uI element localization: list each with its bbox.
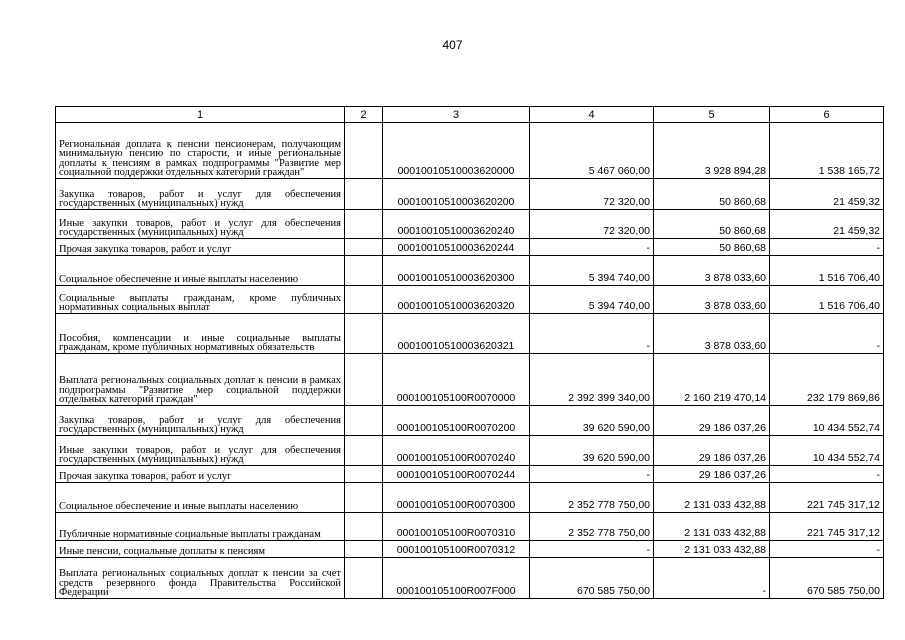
row-col2-cell bbox=[345, 541, 383, 558]
row-value6-cell: 21 459,32 bbox=[770, 210, 884, 239]
row-value4-cell: 39 620 590,00 bbox=[530, 436, 654, 466]
row-value5-cell: 3 878 033,60 bbox=[654, 314, 770, 354]
row-value4-cell: - bbox=[530, 466, 654, 483]
row-name-cell: Закупка товаров, работ и услуг для обеспечения государственных (муниципальных) нужд bbox=[56, 179, 345, 210]
row-value4-cell: 670 585 750,00 bbox=[530, 558, 654, 599]
row-name-cell: Выплата региональных социальных доплат к пенсии за счет средств резервного фонда Правительства Российской Федерации bbox=[56, 558, 345, 599]
row-name-cell: Закупка товаров, работ и услуг для обеспечения государственных (муниципальных) нужд bbox=[56, 406, 345, 436]
table-row bbox=[56, 483, 884, 513]
table-row bbox=[56, 513, 884, 541]
row-value5-cell: 2 160 219 470,14 bbox=[654, 354, 770, 406]
row-value5-cell: 50 860,68 bbox=[654, 179, 770, 210]
row-name-cell: Выплата региональных социальных доплат к пенсии в рамках подпрограммы "Развитие мер социальной поддержки отдельных категорий граждан" bbox=[56, 354, 345, 406]
row-value5-cell: 3 878 033,60 bbox=[654, 286, 770, 314]
row-col2-cell bbox=[345, 466, 383, 483]
row-value6-cell: - bbox=[770, 314, 884, 354]
row-name-cell: Пособия, компенсации и иные социальные выплаты гражданам, кроме публичных нормативных обязательств bbox=[56, 314, 345, 354]
row-col2-cell bbox=[345, 436, 383, 466]
header-col-4: 4 bbox=[530, 107, 654, 123]
table-row bbox=[56, 436, 884, 466]
row-name-cell: Иные пенсии, социальные доплаты к пенсиям bbox=[56, 541, 345, 558]
row-code-cell: 00010010510003620321 bbox=[383, 314, 530, 354]
row-value5-cell: 50 860,68 bbox=[654, 239, 770, 256]
row-code-cell: 000100105100R0070300 bbox=[383, 483, 530, 513]
row-value4-cell: 72 320,00 bbox=[530, 179, 654, 210]
row-col2-cell bbox=[345, 123, 383, 179]
row-col2-cell bbox=[345, 256, 383, 286]
table-row bbox=[56, 179, 884, 210]
row-code-cell: 00010010510003620000 bbox=[383, 123, 530, 179]
row-code-cell: 000100105100R007F000 bbox=[383, 558, 530, 599]
row-name-cell: Иные закупки товаров, работ и услуг для обеспечения государственных (муниципальных) нужд bbox=[56, 436, 345, 466]
header-col-1: 1 bbox=[56, 107, 345, 123]
row-name-cell: Прочая закупка товаров, работ и услуг bbox=[56, 239, 345, 256]
row-col2-cell bbox=[345, 239, 383, 256]
budget-table bbox=[55, 106, 884, 599]
table-row bbox=[56, 239, 884, 256]
table-row bbox=[56, 558, 884, 599]
header-col-2: 2 bbox=[345, 107, 383, 123]
table-row bbox=[56, 541, 884, 558]
row-code-cell: 000100105100R0070200 bbox=[383, 406, 530, 436]
row-value6-cell: 221 745 317,12 bbox=[770, 483, 884, 513]
row-value5-cell: - bbox=[654, 558, 770, 599]
row-value4-cell: 72 320,00 bbox=[530, 210, 654, 239]
row-value5-cell: 3 928 894,28 bbox=[654, 123, 770, 179]
table-row bbox=[56, 314, 884, 354]
row-col2-cell bbox=[345, 286, 383, 314]
row-col2-cell bbox=[345, 558, 383, 599]
row-value4-cell: - bbox=[530, 314, 654, 354]
row-name-cell: Публичные нормативные социальные выплаты гражданам bbox=[56, 513, 345, 541]
row-code-cell: 000100105100R0070310 bbox=[383, 513, 530, 541]
row-value4-cell: 39 620 590,00 bbox=[530, 406, 654, 436]
row-value6-cell: 670 585 750,00 bbox=[770, 558, 884, 599]
row-value4-cell: 2 392 399 340,00 bbox=[530, 354, 654, 406]
row-value6-cell: 232 179 869,86 bbox=[770, 354, 884, 406]
row-value6-cell: - bbox=[770, 541, 884, 558]
row-name-cell: Социальное обеспечение и иные выплаты населению bbox=[56, 483, 345, 513]
row-value4-cell: - bbox=[530, 541, 654, 558]
row-value4-cell: 5 394 740,00 bbox=[530, 286, 654, 314]
header-row bbox=[56, 107, 884, 123]
row-col2-cell bbox=[345, 406, 383, 436]
row-value4-cell: 2 352 778 750,00 bbox=[530, 483, 654, 513]
row-value6-cell: 1 516 706,40 bbox=[770, 256, 884, 286]
row-code-cell: 00010010510003620300 bbox=[383, 256, 530, 286]
row-code-cell: 00010010510003620200 bbox=[383, 179, 530, 210]
row-code-cell: 000100105100R0070312 bbox=[383, 541, 530, 558]
row-code-cell: 00010010510003620320 bbox=[383, 286, 530, 314]
row-code-cell: 000100105100R0070244 bbox=[383, 466, 530, 483]
row-value5-cell: 29 186 037,26 bbox=[654, 436, 770, 466]
row-code-cell: 00010010510003620240 bbox=[383, 210, 530, 239]
row-code-cell: 000100105100R0070000 bbox=[383, 354, 530, 406]
row-value5-cell: 50 860,68 bbox=[654, 210, 770, 239]
table-row bbox=[56, 123, 884, 179]
row-code-cell: 00010010510003620244 bbox=[383, 239, 530, 256]
row-value6-cell: - bbox=[770, 239, 884, 256]
row-col2-cell bbox=[345, 314, 383, 354]
row-value6-cell: 10 434 552,74 bbox=[770, 406, 884, 436]
row-col2-cell bbox=[345, 354, 383, 406]
table-row bbox=[56, 354, 884, 406]
table-row bbox=[56, 406, 884, 436]
table-row bbox=[56, 256, 884, 286]
row-value6-cell: 221 745 317,12 bbox=[770, 513, 884, 541]
row-name-cell: Прочая закупка товаров, работ и услуг bbox=[56, 466, 345, 483]
header-col-5: 5 bbox=[654, 107, 770, 123]
header-col-3: 3 bbox=[383, 107, 530, 123]
page-number: 407 bbox=[442, 38, 463, 52]
row-name-cell: Региональная доплата к пенсии пенсионерам, получающим минимальную пенсию по старости, и иные региональные доплаты к пенсиям в рамках подпрограммы "Развитие мер социальной поддержки отдельных категорий граждан" bbox=[56, 123, 345, 179]
row-value4-cell: 5 467 060,00 bbox=[530, 123, 654, 179]
row-value5-cell: 29 186 037,26 bbox=[654, 406, 770, 436]
row-value5-cell: 2 131 033 432,88 bbox=[654, 541, 770, 558]
row-col2-cell bbox=[345, 210, 383, 239]
table-row bbox=[56, 466, 884, 483]
row-name-cell: Иные закупки товаров, работ и услуг для обеспечения государственных (муниципальных) нужд bbox=[56, 210, 345, 239]
row-value4-cell: 2 352 778 750,00 bbox=[530, 513, 654, 541]
row-col2-cell bbox=[345, 513, 383, 541]
row-value5-cell: 2 131 033 432,88 bbox=[654, 513, 770, 541]
row-value6-cell: 21 459,32 bbox=[770, 179, 884, 210]
row-value5-cell: 2 131 033 432,88 bbox=[654, 483, 770, 513]
row-value6-cell: 1 538 165,72 bbox=[770, 123, 884, 179]
row-col2-cell bbox=[345, 179, 383, 210]
row-name-cell: Социальные выплаты гражданам, кроме публичных нормативных социальных выплат bbox=[56, 286, 345, 314]
row-name-cell: Социальное обеспечение и иные выплаты населению bbox=[56, 256, 345, 286]
row-value6-cell: 10 434 552,74 bbox=[770, 436, 884, 466]
row-value6-cell: - bbox=[770, 466, 884, 483]
row-value5-cell: 29 186 037,26 bbox=[654, 466, 770, 483]
row-value4-cell: - bbox=[530, 239, 654, 256]
table-row bbox=[56, 286, 884, 314]
row-col2-cell bbox=[345, 483, 383, 513]
header-col-6: 6 bbox=[770, 107, 884, 123]
row-value5-cell: 3 878 033,60 bbox=[654, 256, 770, 286]
table-row bbox=[56, 210, 884, 239]
row-value6-cell: 1 516 706,40 bbox=[770, 286, 884, 314]
row-value4-cell: 5 394 740,00 bbox=[530, 256, 654, 286]
row-code-cell: 000100105100R0070240 bbox=[383, 436, 530, 466]
